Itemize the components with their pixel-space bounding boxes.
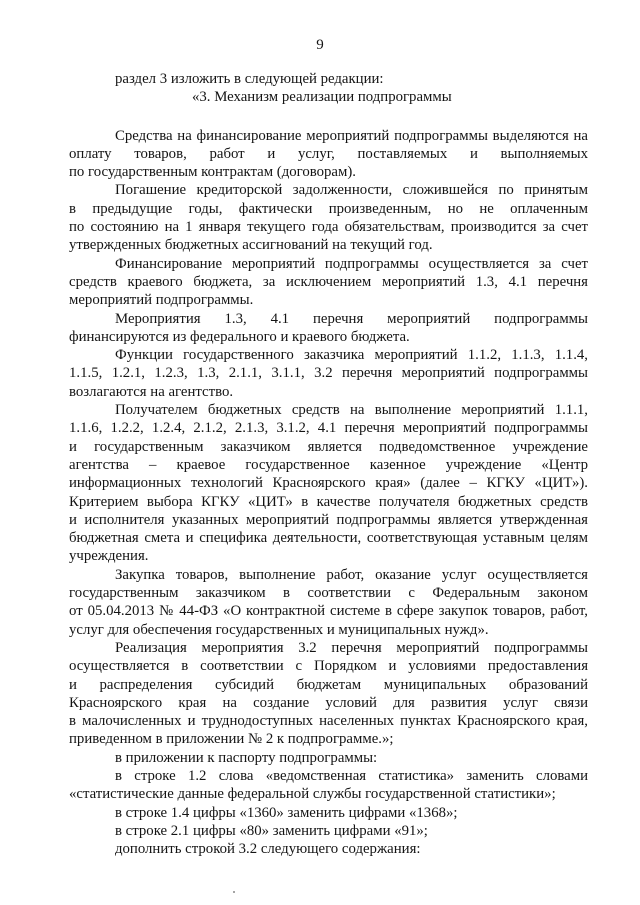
paragraph-line: средств краевого бюджета, за исключением мероприятий 1.3, 4.1 перечня	[69, 273, 588, 290]
paragraph-line: в малочисленных и труднодоступных населенных пунктах Красноярского края,	[69, 713, 588, 730]
paragraph	[69, 767, 588, 804]
paragraph	[69, 840, 588, 858]
paragraph-line: мероприятий подпрограммы.	[69, 292, 254, 309]
paragraphs	[69, 127, 588, 859]
paragraph	[69, 127, 588, 182]
scan-mark	[233, 891, 235, 893]
paragraph-line: приведенном в приложении № 2 к подпрограмме.»;	[69, 731, 394, 748]
paragraph-line: Критерием выбора КГКУ «ЦИТ» в качестве получателя бюджетных средств	[69, 493, 588, 510]
paragraph-line: государственным заказчиком в соответствии с Федеральным законом	[69, 585, 588, 602]
paragraph-line: в строке 1.2 слова «ведомственная статистика» заменить словами	[115, 767, 588, 784]
paragraph-line: Получателем бюджетных средств на выполнение мероприятий 1.1.1,	[115, 402, 588, 419]
paragraph-line: Реализация мероприятия 3.2 перечня мероприятий подпрограммы	[115, 639, 588, 656]
page-number: 9	[316, 37, 324, 53]
paragraph-line: Функции государственного заказчика мероприятий 1.1.2, 1.1.3, 1.1.4,	[115, 347, 588, 364]
paragraph-line: 1.1.5, 1.2.1, 1.2.3, 1.3, 2.1.1, 3.1.1, 3.2 перечня мероприятий подпрограммы	[69, 365, 588, 382]
paragraph-line: и исполнителя указанных мероприятий подпрограммы является утвержденная	[69, 511, 588, 528]
paragraph-line: утвержденных бюджетных ассигнований на текущий год.	[69, 237, 433, 254]
paragraph	[69, 804, 588, 822]
paragraph-line: учреждения.	[69, 548, 149, 565]
paragraph-line: Закупка товаров, выполнение работ, оказание услуг осуществляется	[115, 566, 588, 583]
paragraph	[69, 639, 588, 749]
paragraph-line: по состоянию на 1 января текущего года обязательствам, производится за счет	[69, 219, 588, 236]
paragraph-line: Финансирование мероприятий подпрограммы осуществляется за счет	[115, 255, 588, 272]
paragraph	[69, 822, 588, 840]
paragraph-line: от 05.04.2013 № 44-ФЗ «О контрактной системе в сфере закупок товаров, работ,	[69, 603, 588, 620]
paragraph-line: по государственным контрактам (договорам).	[69, 164, 356, 181]
paragraph-line: возлагаются на агентство.	[69, 383, 234, 400]
paragraph	[69, 181, 588, 254]
paragraph-line: Погашение кредиторской задолженности, сложившейся по принятым	[115, 182, 588, 199]
paragraph-line: в приложении к паспорту подпрограммы:	[115, 749, 378, 766]
paragraph	[69, 749, 588, 767]
paragraph	[69, 255, 588, 310]
paragraph	[69, 310, 588, 347]
paragraph	[69, 401, 588, 566]
paragraph-line: услуг для обеспечения государственных и муниципальных нужд».	[69, 621, 489, 638]
paragraph-line: осуществляется в соответствии с Порядком и условиями предоставления	[69, 658, 588, 675]
paragraph-line: бюджетная смета и специфика деятельности, соответствующая уставным целям	[69, 530, 588, 547]
paragraph-line: информационных технологий Красноярского края» (далее – КГКУ «ЦИТ»).	[69, 475, 588, 492]
section-heading: «3. Механизм реализации подпрограммы	[192, 89, 452, 106]
paragraph-line: Средства на финансирование мероприятий подпрограммы выделяются на	[115, 127, 588, 144]
paragraph-line: дополнить строкой 3.2 следующего содержания:	[115, 841, 421, 858]
paragraph-line: и распределения субсидий бюджетам муниципальных образований	[69, 676, 588, 693]
paragraph-line: «статистические данные федеральной службы государственной статистики»;	[69, 786, 556, 803]
paragraph-line: в строке 2.1 цифры «80» заменить цифрами «91»;	[115, 822, 428, 839]
paragraph-line: Мероприятия 1.3, 4.1 перечня мероприятий подпрограммы	[115, 310, 588, 327]
intro-line: раздел 3 изложить в следующей редакции:	[115, 71, 384, 87]
paragraph-line: агентства – краевое государственное казенное учреждение «Центр	[69, 456, 588, 473]
paragraph-line: в предыдущие годы, фактически произведенным, но не оплаченным	[69, 200, 588, 217]
paragraph-line: и государственным заказчиком является подведомственное учреждение	[69, 438, 588, 455]
paragraph-line: в строке 1.4 цифры «1360» заменить цифрами «1368»;	[115, 804, 458, 821]
paragraph-line: 1.1.6, 1.2.2, 1.2.4, 2.1.2, 2.1.3, 3.1.2, 4.1 перечня мероприятий подпрограммы	[69, 420, 588, 437]
paragraph	[69, 566, 588, 639]
paragraph-line: оплату товаров, работ и услуг, поставляемых и выполняемых	[69, 145, 588, 162]
paragraph-line: финансируются из федерального и краевого бюджета.	[69, 328, 410, 345]
paragraph	[69, 346, 588, 401]
paragraph-line: Красноярского края на создание условий для развития услуг связи	[69, 694, 588, 711]
document-body	[69, 70, 588, 858]
